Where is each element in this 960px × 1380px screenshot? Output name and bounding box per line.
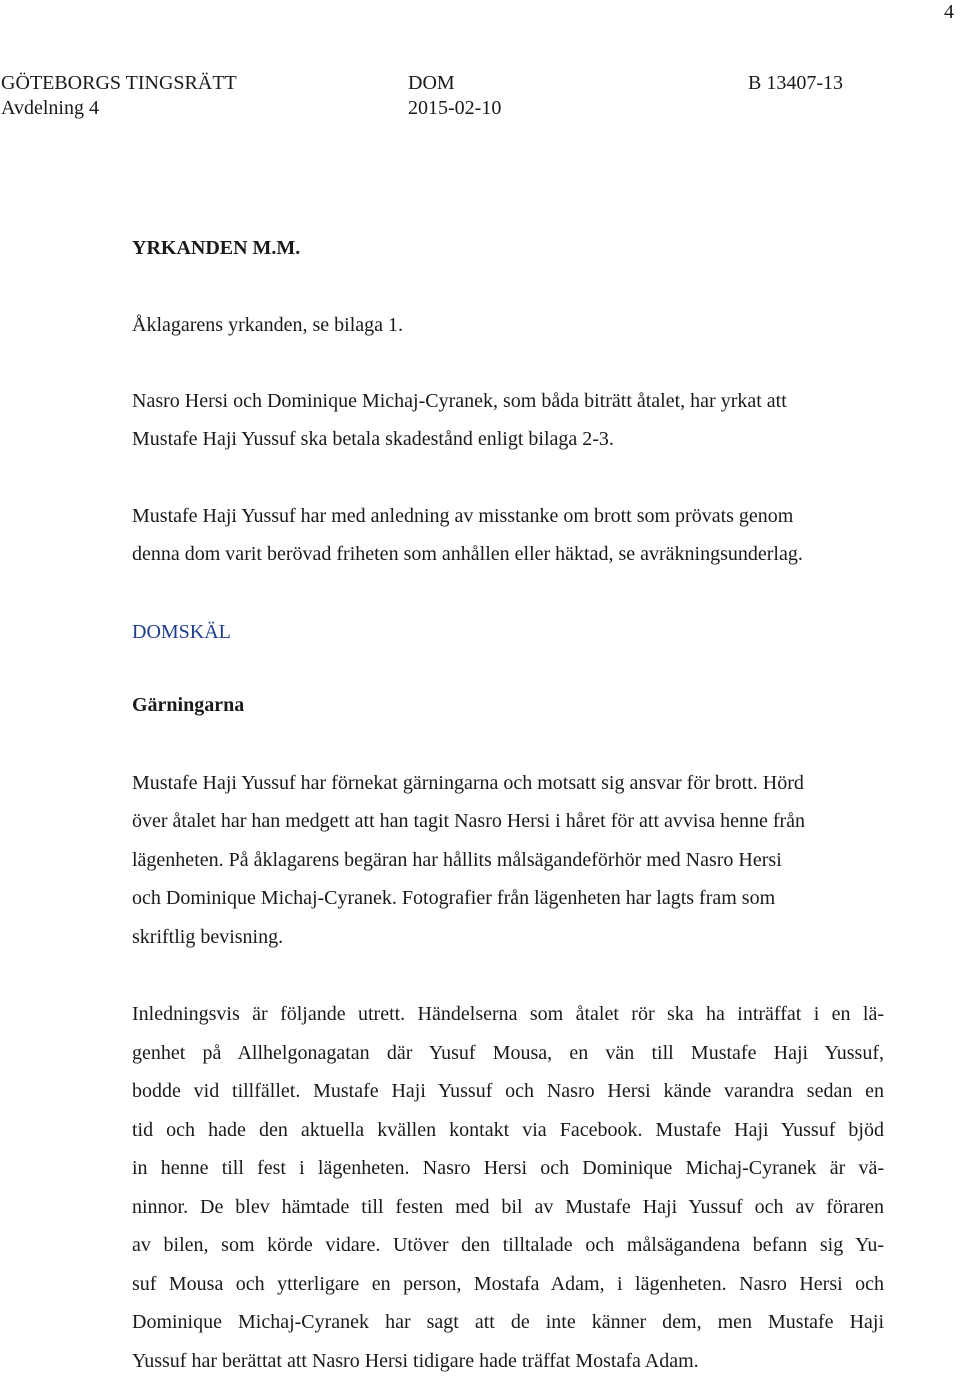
acts-paragraph-2 <box>132 995 884 1380</box>
case-number-block <box>748 71 843 96</box>
paragraph-line: av bilen, som körde vidare. Utöver den tilltalade och målsägandena befann sig Yu- <box>132 1226 884 1265</box>
court-name: GÖTEBORGS TINGSRÄTT <box>1 71 237 96</box>
reasons-heading: DOMSKÄL <box>132 618 231 646</box>
paragraph-line: Nasro Hersi och Dominique Michaj-Cyranek, som båda biträtt åtalet, har yrkat att <box>132 382 884 420</box>
paragraph-line: genhet på Allhelgonagatan där Yusuf Mousa, en vän till Mustafe Haji Yussuf, <box>132 1034 884 1073</box>
paragraph-line: Dominique Michaj-Cyranek har sagt att de inte känner dem, men Mustafe Haji <box>132 1303 884 1342</box>
document-type: DOM <box>408 71 501 96</box>
paragraph-line: denna dom varit berövad friheten som anhållen eller häktad, se avräkningsunderlag. <box>132 535 884 573</box>
document-date: 2015-02-10 <box>408 96 501 121</box>
acts-heading: Gärningarna <box>132 691 244 719</box>
paragraph-line: suf Mousa och ytterligare en person, Mostafa Adam, i lägenheten. Nasro Hersi och <box>132 1265 884 1304</box>
paragraph-line: tid och hade den aktuella kvällen kontakt via Facebook. Mustafe Haji Yussuf bjöd <box>132 1111 884 1150</box>
claims-paragraph-2 <box>132 382 884 459</box>
document-type-block <box>408 71 501 121</box>
court-block <box>1 71 237 121</box>
court-division: Avdelning 4 <box>1 96 237 121</box>
paragraph-line: Yussuf har berättat att Nasro Hersi tidigare hade träffat Mostafa Adam. <box>132 1342 884 1380</box>
paragraph-line: över åtalet har han medgett att han tagit Nasro Hersi i håret för att avvisa henne från <box>132 802 884 840</box>
claims-paragraph-1 <box>132 306 884 344</box>
paragraph-line: Åklagarens yrkanden, se bilaga 1. <box>132 306 884 344</box>
claims-paragraph-3 <box>132 497 884 574</box>
paragraph-line: Mustafe Haji Yussuf har förnekat gärningarna och motsatt sig ansvar för brott. Hörd <box>132 764 884 802</box>
paragraph-line: Mustafe Haji Yussuf har med anledning av misstanke om brott som prövats genom <box>132 497 884 535</box>
paragraph-line: lägenheten. På åklagarens begäran har hållits målsägandeförhör med Nasro Hersi <box>132 841 884 879</box>
paragraph-line: och Dominique Michaj-Cyranek. Fotografier från lägenheten har lagts fram som <box>132 879 884 917</box>
paragraph-line: Inledningsvis är följande utrett. Händelserna som åtalet rör ska ha inträffat i en lä- <box>132 995 884 1034</box>
paragraph-line: ninnor. De blev hämtade till festen med bil av Mustafe Haji Yussuf och av föraren <box>132 1188 884 1227</box>
paragraph-line: skriftlig bevisning. <box>132 918 884 956</box>
case-number: B 13407-13 <box>748 71 843 96</box>
page-number: 4 <box>944 0 954 24</box>
paragraph-line: in henne till fest i lägenheten. Nasro Hersi och Dominique Michaj-Cyranek är vä- <box>132 1149 884 1188</box>
paragraph-line: Mustafe Haji Yussuf ska betala skadestånd enligt bilaga 2-3. <box>132 420 884 458</box>
claims-heading: YRKANDEN M.M. <box>132 234 300 262</box>
document-header <box>0 71 960 131</box>
acts-paragraph-1 <box>132 764 884 956</box>
paragraph-line: bodde vid tillfället. Mustafe Haji Yussuf och Nasro Hersi kände varandra sedan en <box>132 1072 884 1111</box>
